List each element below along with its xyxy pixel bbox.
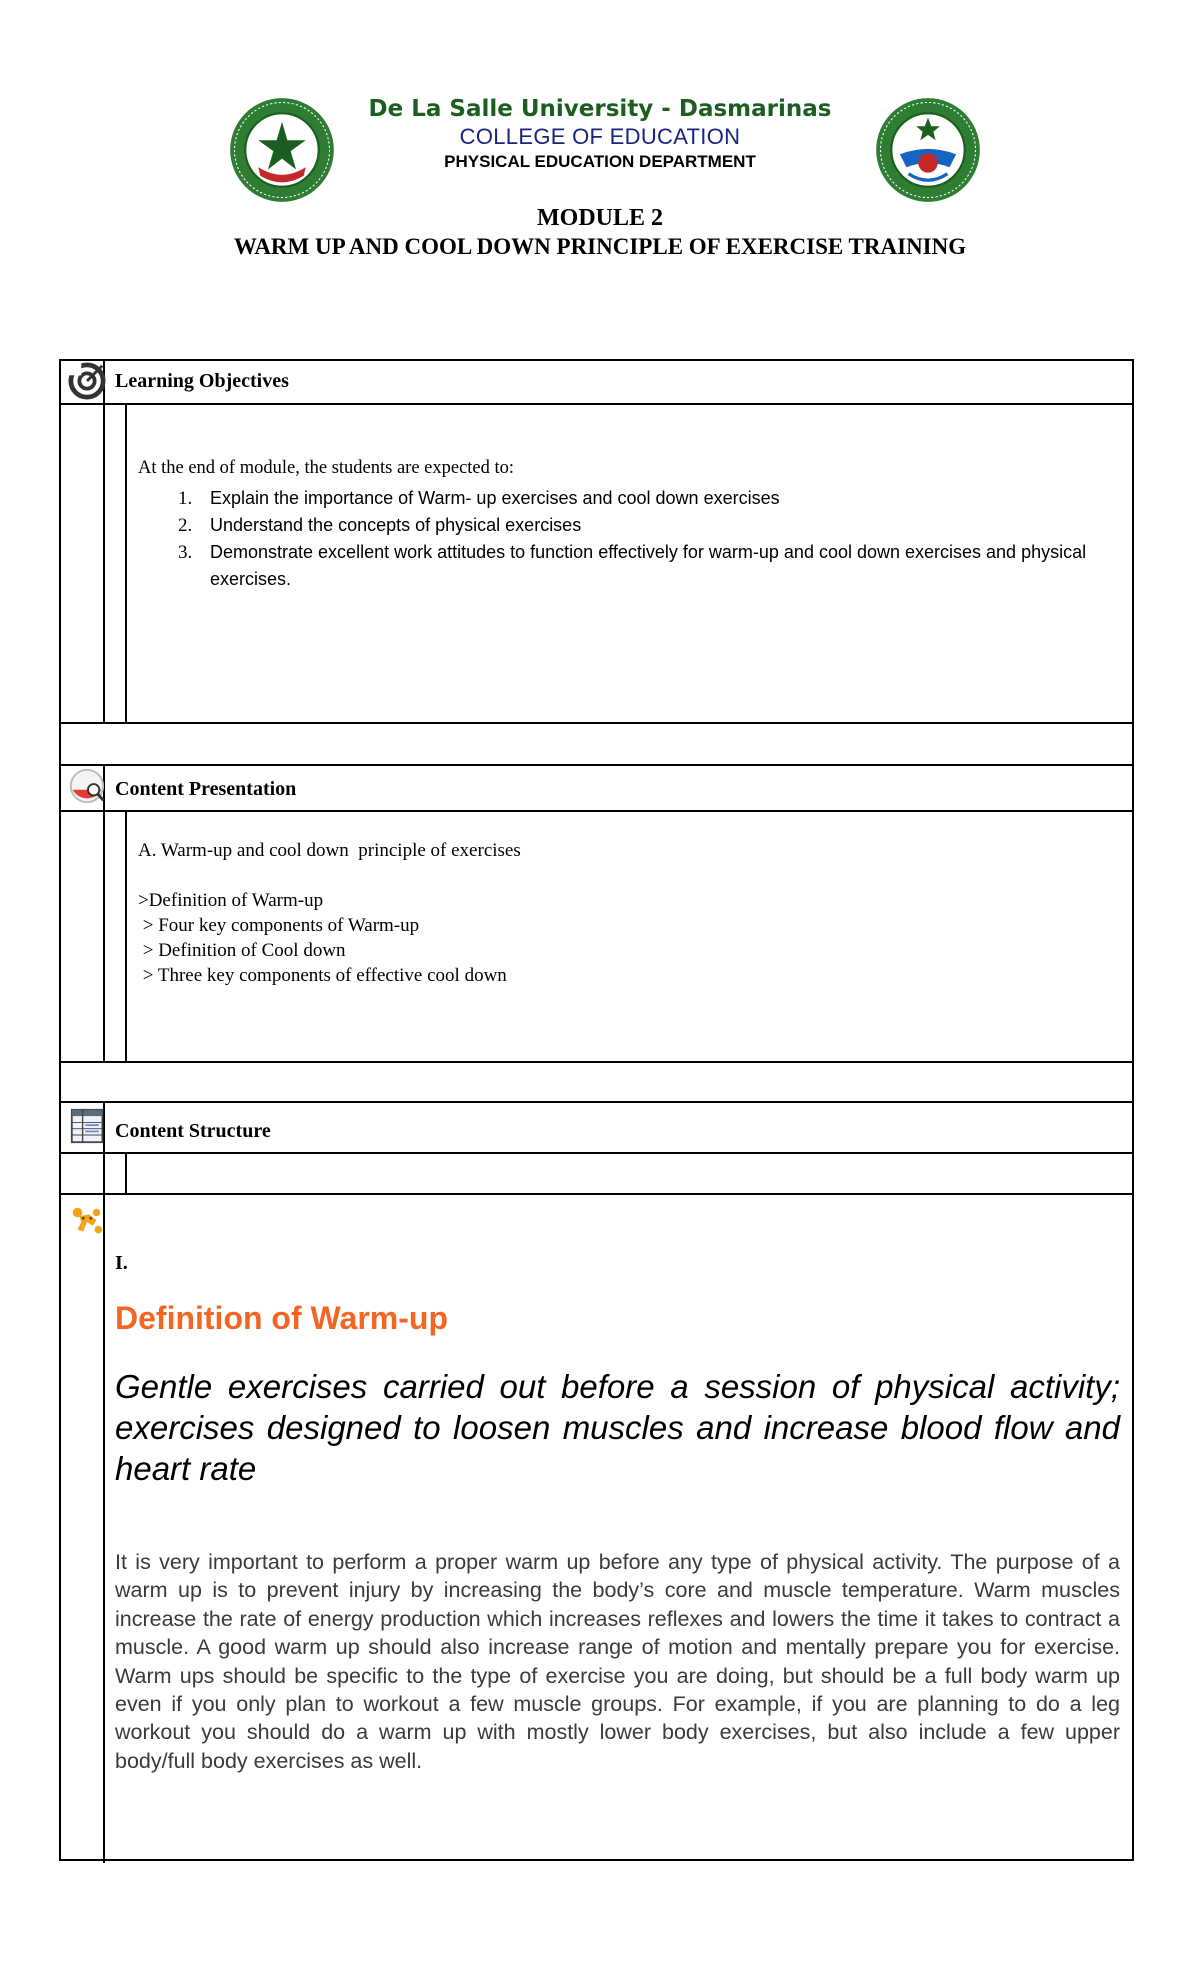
list-item-text: Demonstrate excellent work attitudes to function effectively for warm-up and cool down exercises and physical exercises. xyxy=(210,542,1087,589)
college-name: COLLEGE OF EDUCATION xyxy=(459,124,741,149)
row-divider xyxy=(59,810,1134,812)
section-number: I. xyxy=(115,1252,128,1274)
list-item-number: 3. xyxy=(178,542,193,563)
row-divider xyxy=(59,1152,1134,1154)
column-divider xyxy=(125,403,127,724)
magnifier-icon xyxy=(68,767,106,805)
table-icon xyxy=(70,1105,106,1147)
module-number: MODULE 2 xyxy=(537,205,663,231)
content-presentation-title: Content Presentation xyxy=(115,778,297,800)
row-divider xyxy=(59,1193,1134,1195)
objectives-list xyxy=(138,485,1118,593)
column-divider xyxy=(103,764,105,1063)
row-divider xyxy=(59,1101,1134,1103)
list-item: > Three key components of effective cool down xyxy=(138,965,507,986)
list-item-number: 2. xyxy=(178,515,193,536)
warm-up-definition: Gentle exercises carried out before a session of physical activity; exercises designed to loosen muscles and increase blood flow and heart rate xyxy=(115,1368,1120,1487)
list-item xyxy=(138,485,1118,512)
module-title: WARM UP AND COOL DOWN PRINCIPLE OF EXERCISE TRAINING xyxy=(233,234,967,259)
definition-heading: Definition of Warm-up xyxy=(115,1300,448,1336)
learning-objectives-content xyxy=(138,458,1118,593)
row-divider xyxy=(59,722,1134,724)
list-item: A. Warm-up and cool down principle of exercises xyxy=(138,840,521,861)
row-divider xyxy=(59,403,1134,405)
list-item xyxy=(138,863,521,888)
list-item: > Four key components of Warm-up xyxy=(138,915,420,936)
list-item-number: 1. xyxy=(178,488,193,509)
department-name: PHYSICAL EDUCATION DEPARTMENT xyxy=(444,152,756,171)
objectives-intro: At the end of module, the students are expected to: xyxy=(138,458,515,478)
list-item xyxy=(138,539,1118,593)
warm-up-body-paragraph: It is very important to perform a proper warm up before any type of physical activity. The purpose of a warm up is to prevent injury by increasing the body’s core and muscle temperature. Warm muscles increase the rate of energy production which increases reflexes and lowers the time it takes to contract a muscle. A good warm up should also increase range of motion and mentally prepare you for exercise. Warm ups should be specific to the type of exercise you are doing, but should be a full body warm up even if you only plan to workout a few muscle groups. For example, if you are planning to do a leg workout you should do a warm up with mostly lower body exercises, but also include a few upper body/full body exercises as well. xyxy=(115,1550,1120,1773)
list-item xyxy=(138,512,1118,539)
list-item-text: Explain the importance of Warm- up exercises and cool down exercises xyxy=(210,488,780,508)
column-divider xyxy=(103,359,105,724)
list-item: >Definition of Warm-up xyxy=(138,890,324,911)
content-structure-title: Content Structure xyxy=(115,1120,271,1142)
list-item: > Definition of Cool down xyxy=(138,940,346,961)
learning-objectives-title: Learning Objectives xyxy=(115,370,289,392)
row-divider xyxy=(59,764,1134,766)
column-divider xyxy=(125,1152,127,1195)
list-item-text: Understand the concepts of physical exercises xyxy=(210,515,582,535)
document-header xyxy=(0,0,1200,300)
university-name: De La Salle University - Dasmarinas xyxy=(368,96,832,122)
content-presentation-list xyxy=(138,838,521,988)
puzzle-figure-icon xyxy=(68,1200,106,1244)
target-icon xyxy=(68,362,106,400)
column-divider xyxy=(125,810,127,1063)
row-divider xyxy=(59,1061,1134,1063)
